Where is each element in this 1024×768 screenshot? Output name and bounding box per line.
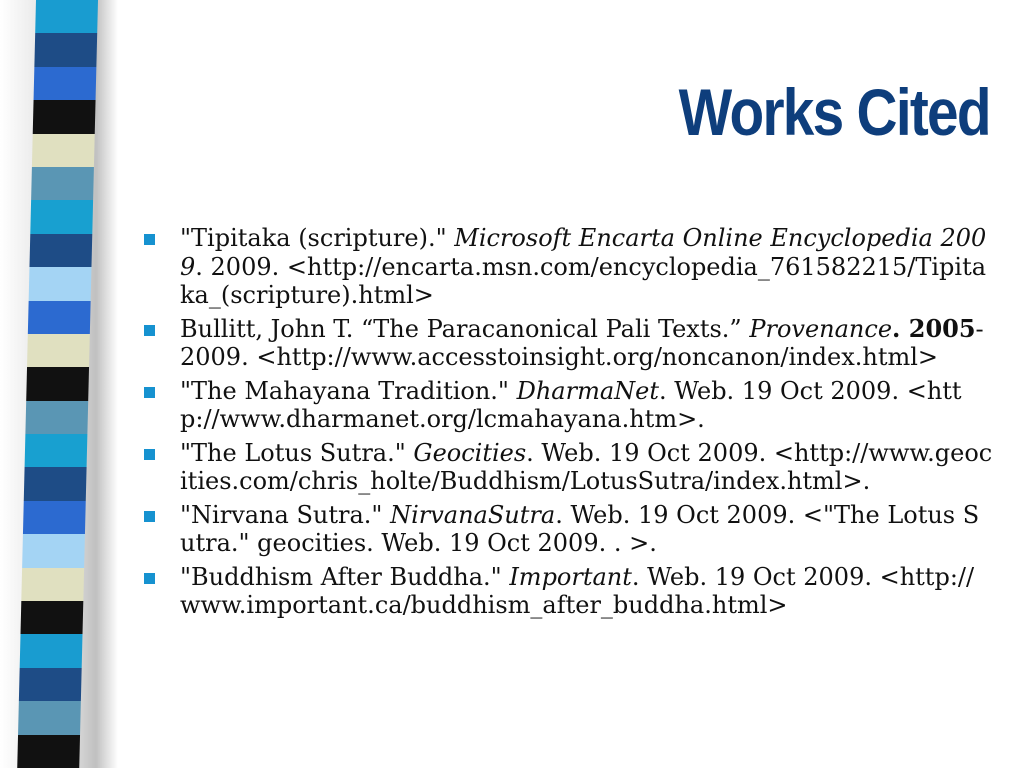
citation-post: . Web. 19 Oct 2009. <"The Lotus Sutra." geocities. Web. 19 Oct 2009. . >. [180, 500, 980, 557]
square-bullet-icon [144, 234, 155, 245]
stripe-segment [26, 367, 89, 400]
citation-list [144, 224, 994, 625]
stripe-segment [25, 401, 88, 434]
stripe-segment [27, 334, 90, 367]
stripe-segment [28, 301, 91, 334]
citation-source: NirvanaSutra [390, 500, 556, 529]
citation-pre: Bullitt, John T. “The Paracanonical Pali Texts.” [180, 314, 750, 343]
stripe-segment [34, 33, 97, 66]
citation-pre: "The Mahayana Tradition." [180, 376, 517, 405]
citation-pre: "Nirvana Sutra." [180, 500, 391, 529]
stripe-segment [31, 167, 94, 200]
stripe-segment [18, 701, 81, 734]
citation-item [144, 563, 994, 620]
citation-item [144, 439, 994, 496]
citation-post: -2009. <http://www.accesstoinsight.org/noncanon/index.html> [180, 314, 984, 371]
citation-source: Provenance [749, 314, 893, 343]
stripe-segment [29, 234, 92, 267]
citation-bold: . 2005 [892, 313, 976, 343]
slide-title: Works Cited [678, 75, 990, 149]
stripe-segment [30, 200, 93, 233]
stripe-segment [33, 100, 96, 133]
stripe-segment [20, 601, 83, 634]
citation-item [144, 315, 994, 372]
citation-pre: "Buddhism After Buddha." [180, 562, 510, 591]
citation-post: . Web. 19 Oct 2009. <http://www.geocities.com/chris_holte/Buddhism/LotusSutra/index.html>. [180, 438, 993, 495]
citation-item [144, 501, 994, 558]
citation-source: Important [509, 562, 632, 591]
stripe-segment [20, 634, 83, 667]
citation-item [144, 224, 994, 310]
stripe-segment [23, 501, 86, 534]
citation-pre: "The Lotus Sutra." [180, 438, 414, 467]
stripe-segment [34, 67, 97, 100]
citation-post: . 2009. <http://encarta.msn.com/encyclopedia_761582215/Tipitaka_(scripture).html> [180, 252, 987, 309]
citation-pre: "Tipitaka (scripture)." [180, 224, 455, 252]
stripe-segment [24, 467, 87, 500]
square-bullet-icon [144, 325, 155, 336]
citation-source: Geocities [413, 438, 527, 467]
stripe-segment [29, 267, 92, 300]
citation-source: DharmaNet [516, 376, 660, 405]
square-bullet-icon [144, 387, 155, 398]
square-bullet-icon [144, 573, 155, 584]
stripe-segment [19, 668, 82, 701]
citation-item [144, 377, 994, 434]
stripe-segment [21, 568, 84, 601]
stripe-segment [17, 735, 80, 768]
citation-post: . Web. 19 Oct 2009. <http://www.dharmanet.org/lcmahayana.htm>. [180, 376, 962, 433]
stripe-segment [25, 434, 88, 467]
square-bullet-icon [144, 449, 155, 460]
stripe-segment [35, 0, 98, 33]
citation-post: . Web. 19 Oct 2009. <http://www.important.ca/buddhism_after_buddha.html> [180, 562, 975, 619]
citation-source: Microsoft Encarta Online Encyclopedia 2009 [180, 224, 987, 281]
stripe-segment [22, 534, 85, 567]
square-bullet-icon [144, 511, 155, 522]
stripe-segment [32, 134, 95, 167]
